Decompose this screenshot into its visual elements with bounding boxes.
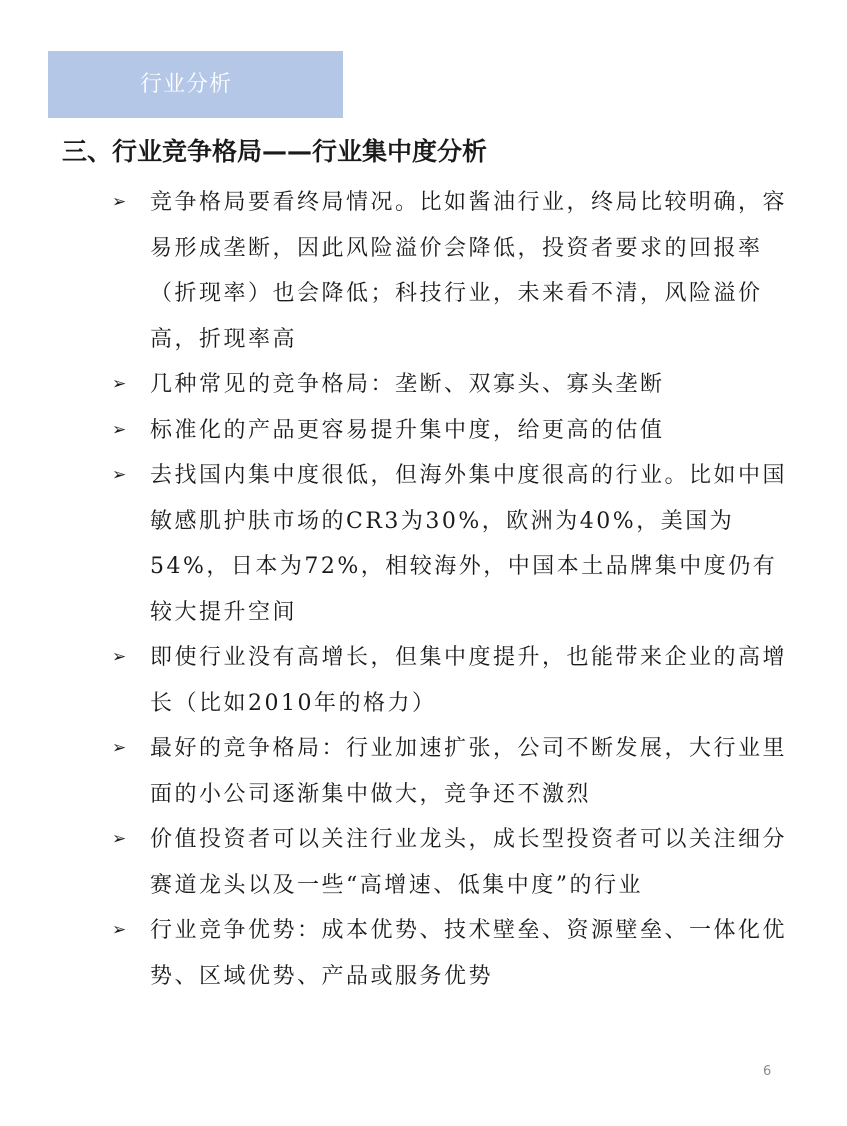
page-number: 6 (763, 1064, 772, 1079)
bullet-item (112, 180, 792, 362)
arrowhead-bullet-icon: ➢ (112, 192, 129, 212)
bullet-item (112, 635, 792, 726)
bullet-item (112, 408, 792, 454)
arrowhead-bullet-icon: ➢ (112, 647, 129, 667)
bullet-text: 去找国内集中度很低，但海外集中度很高的行业。比如中国敏感肌护肤市场的CR3为30%，欧洲为40%，美国为54%，日本为72%，相较海外，中国本土品牌集中度仍有较大提升空间 (150, 463, 788, 625)
bullet-text: 即使行业没有高增长，但集中度提升，也能带来企业的高增长（比如2010年的格力） (150, 645, 788, 716)
bullet-item (112, 453, 792, 635)
bullet-item (112, 908, 792, 999)
bullet-item (112, 362, 792, 408)
bullet-item (112, 726, 792, 817)
arrowhead-bullet-icon: ➢ (112, 829, 129, 849)
arrowhead-bullet-icon: ➢ (112, 465, 129, 485)
section-tag: 行业分析 (48, 51, 343, 118)
bullet-item (112, 817, 792, 908)
bullet-text: 标准化的产品更容易提升集中度，给更高的估值 (150, 417, 665, 443)
arrowhead-bullet-icon: ➢ (112, 920, 129, 940)
arrowhead-bullet-icon: ➢ (112, 738, 129, 758)
bullet-text: 几种常见的竞争格局：垄断、双寡头、寡头垄断 (150, 372, 665, 397)
page-heading: 三、行业竞争格局——行业集中度分析 (62, 137, 488, 166)
bullet-text: 行业竞争优势：成本优势、技术壁垒、资源壁垒、一体化优势、区域优势、产品或服务优势 (150, 918, 788, 989)
bullet-list (112, 180, 792, 999)
bullet-text: 价值投资者可以关注行业龙头，成长型投资者可以关注细分赛道龙头以及一些“高增速、低集中度”的行业 (150, 827, 788, 898)
arrowhead-bullet-icon: ➢ (112, 419, 129, 440)
bullet-text: 最好的竞争格局：行业加速扩张，公司不断发展，大行业里面的小公司逐渐集中做大，竞争还不激烈 (150, 736, 788, 807)
bullet-text: 竞争格局要看终局情况。比如酱油行业，终局比较明确，容易形成垄断，因此风险溢价会降低，投资者要求的回报率（折现率）也会降低；科技行业，未来看不清，风险溢价高，折现率高 (150, 190, 788, 352)
arrowhead-bullet-icon: ➢ (112, 374, 129, 394)
